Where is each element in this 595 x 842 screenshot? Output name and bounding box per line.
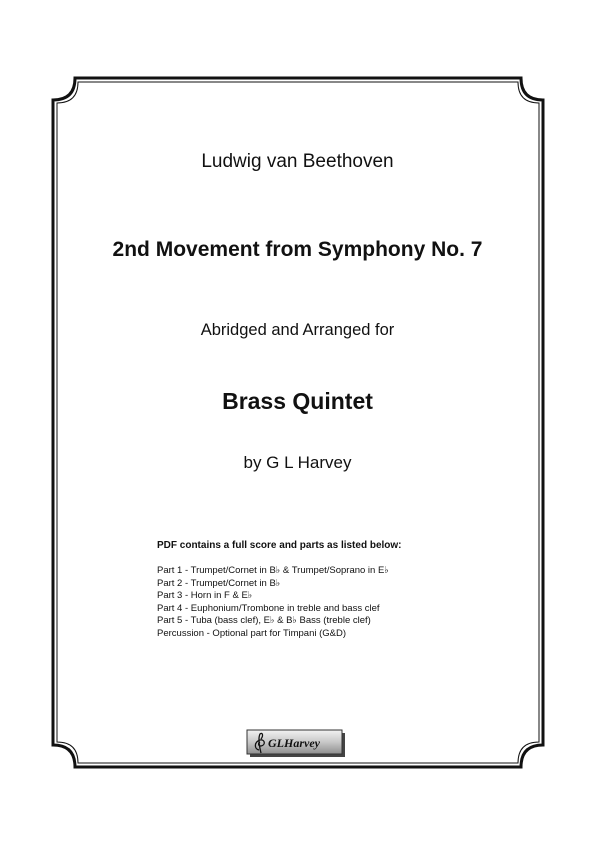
arranger-credit: by G L Harvey [243, 453, 352, 472]
list-item: Part 5 - Tuba (bass clef), E♭ & B♭ Bass (treble clef) [157, 615, 371, 626]
list-item: Part 2 - Trumpet/Cornet in B♭ [157, 577, 281, 589]
harvey-logo [246, 729, 347, 759]
ensemble-name: Brass Quintet [222, 388, 373, 414]
parts-list [157, 565, 389, 640]
list-item: Percussion - Optional part for Timpani (G&D) [157, 627, 347, 639]
work-title: 2nd Movement from Symphony No. 7 [112, 238, 483, 261]
list-item: Part 1 - Trumpet/Cornet in B♭ & Trumpet/Soprano in E♭ [157, 565, 389, 576]
contents-heading: PDF contains a full score and parts as listed below: [157, 540, 402, 551]
logo-text: GLHarvey [268, 736, 320, 750]
list-item: Part 4 - Euphonium/Trombone in treble and bass clef [157, 602, 380, 614]
arrangement-note: Abridged and Arranged for [200, 321, 395, 339]
composer-name: Ludwig van Beethoven [201, 151, 394, 172]
list-item: Part 3 - Horn in F & E♭ [157, 590, 253, 601]
